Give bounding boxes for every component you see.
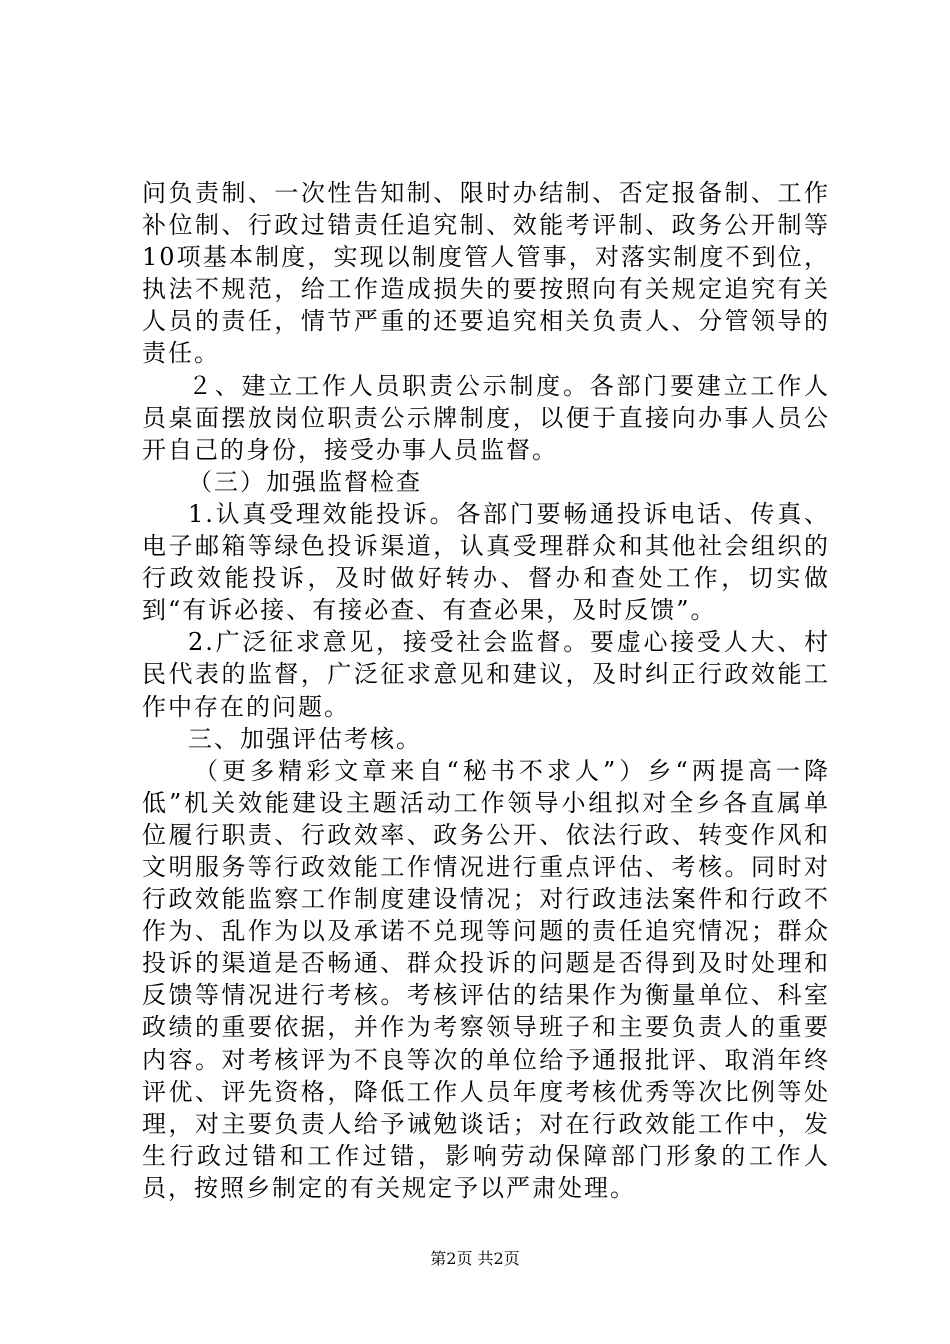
page-footer: 第2页 共2页 [430, 1249, 520, 1268]
paragraph-assessment: （更多精彩文章来自“秘书不求人”）乡“两提高一降低”机关效能建设主题活动工作领导小组拟对全乡各直属单位履行职责、行政效率、政务公开、依法行政、转变作风和文明服务等行政效能工作情况进行重点评估、考核。同时对行政效能监察工作制度建设情况；对行政违法案件和行政不作为、乱作为以及承诺不兑现等问题的责任追究情况；群众投诉的渠道是否畅通、群众投诉的问题是否得到及时处理和反馈等情况进行考核。考核评估的结果作为衡量单位、科室政绩的重要依据，并作为考察领导班子和主要负责人的重要内容。对考核评为不良等次的单位给予通报批评、取消年终评优、评先资格，降低工作人员年度考核优秀等次比例等处理，对主要负责人给予诫勉谈话；对在行政效能工作中，发生行政过错和工作过错，影响劳动保障部门形象的工作人员，按照乡制定的有关规定予以严肃处理。 [142, 756, 830, 1202]
paragraph-opinions: 2.广泛征求意见，接受社会监督。要虚心接受人大、村民代表的监督，广泛征求意见和建议，及时纠正行政效能工作中存在的问题。 [142, 628, 830, 721]
section-heading-supervision: （三）加强监督检查 [188, 467, 422, 496]
paragraph-complaints: 1.认真受理效能投诉。各部门要畅通投诉电话、传真、电子邮箱等绿色投诉渠道，认真受理群众和其他社会组织的行政效能投诉，及时做好转办、督办和查处工作，切实做到“有诉必接、有接必查、有查必果，及时反馈”。 [142, 499, 830, 625]
document-body [142, 177, 830, 1204]
paragraph-continued-rules: 问负责制、一次性告知制、限时办结制、否定报备制、工作补位制、行政过错责任追究制、效能考评制、政务公开制等10项基本制度，实现以制度管人管事，对落实制度不到位，执法不规范，给工作造成损失的要按照向有关规定追究有关人员的责任，情节严重的还要追究相关负责人、分管领导的责任。 [142, 179, 830, 368]
section-heading-assessment: 三、加强评估考核。 [188, 724, 422, 753]
paragraph-duty-disclosure: ２、建立工作人员职责公示制度。各部门要建立工作人员桌面摆放岗位职责公示牌制度，以便于直接向办事人员公开自己的身份，接受办事人员监督。 [142, 371, 830, 464]
